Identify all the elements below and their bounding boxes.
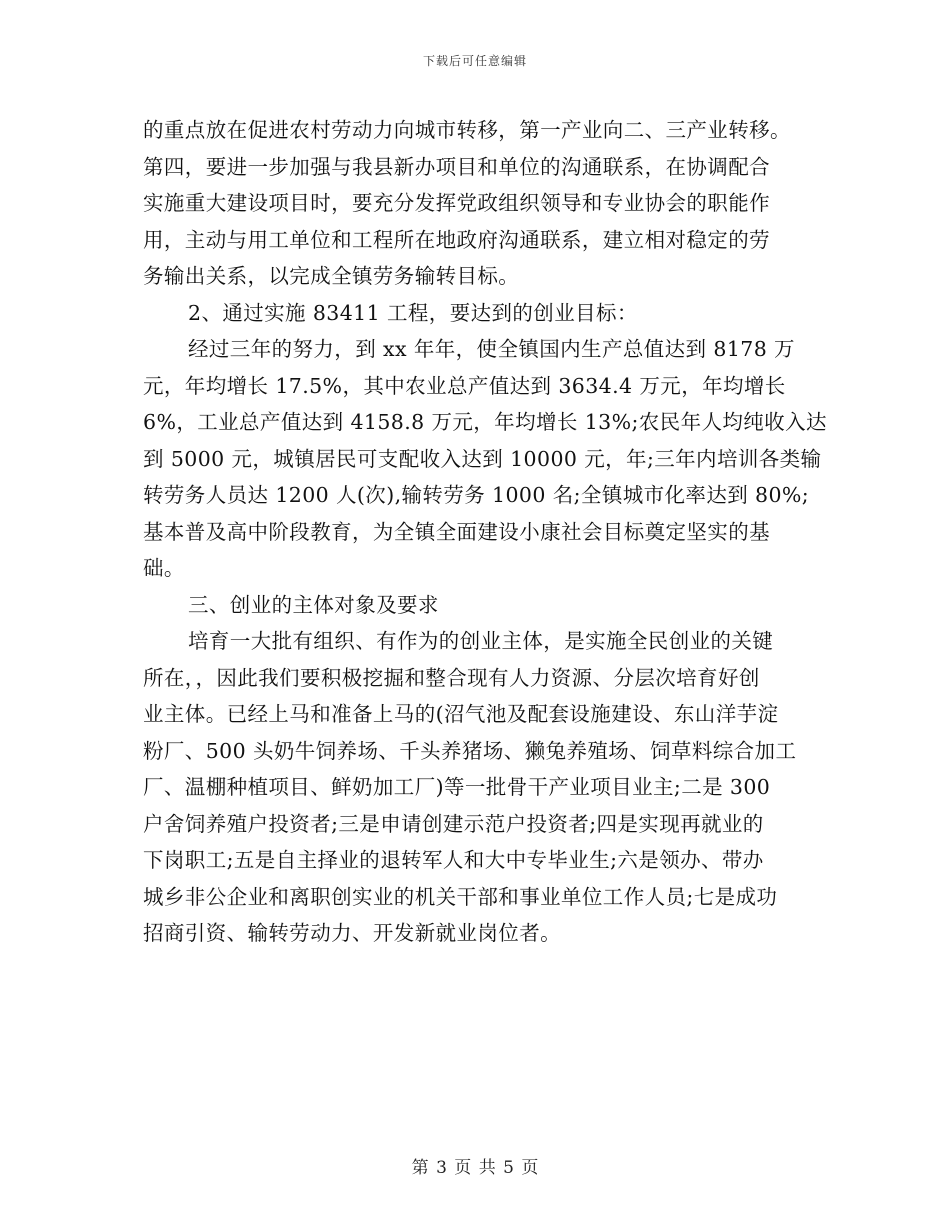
page-number-footer: 第 3 页 共 5 页 [411,1158,539,1178]
paragraph-line: 转劳务人员达 1200 人(次),输转劳务 1000 名;全镇城市化率达到 80%; [143,483,810,507]
paragraph-line: 基本普及高中阶段教育，为全镇全面建设小康社会目标奠定坚实的基 [143,519,770,544]
paragraph-line: 招商引资、输转劳动力、开发新就业岗位者。 [143,921,561,945]
paragraph-line: 第四，要进一步加强与我县新办项目和单位的沟通联系，在协调配合 [143,154,770,179]
paragraph-line: 的重点放在促进农村劳动力向城市转移，第一产业向二、三产业转移。 [143,118,791,142]
paragraph-line: 经过三年的努力，到 xx 年年，使全镇国内生产总值达到 8178 万 [188,337,795,361]
paragraph-line: 6%，工业总产值达到 4158.8 万元，年均增长 13%;农民年人均纯收入达 [143,410,827,434]
paragraph-line: 到 5000 元，城镇居民可支配收入达到 10000 元，年;三年内培训各类输 [143,446,822,471]
paragraph-line: 下岗职工;五是自主择业的退转军人和大中专毕业生;六是领办、带办 [143,848,764,872]
paragraph-line: 城乡非公企业和离职创实业的机关干部和事业单位工作人员;七是成功 [143,884,778,909]
paragraph-line: 业主体。已经上马和准备上马的(沼气池及配套设施建设、东山洋芋淀 [143,702,779,726]
paragraph-line: 用，主动与用工单位和工程所在地政府沟通联系，建立相对稳定的劳 [143,227,770,252]
paragraph-line: 元，年均增长 17.5%，其中农业总产值达到 3634.4 万元，年均增长 [143,373,786,398]
paragraph-line: 所在，，因此我们要积极挖掘和整合现有人力资源、分层次培育好创 [143,665,760,690]
page-header: 下载后可任意编辑 [422,54,527,68]
document-body [143,112,827,952]
paragraph-line: 务输出关系，以完成全镇劳务输转目标。 [143,264,520,288]
paragraph-line: 培育一大批有组织、有作为的创业主体，是实施全民创业的关键 [188,629,774,653]
paragraph-line: 实施重大建设项目时，要充分发挥党政组织领导和专业协会的职能作 [143,191,770,215]
section-subheading: 2、通过实施 83411 工程，要达到的创业目标： [188,300,638,325]
section-heading: 三、创业的主体对象及要求 [188,592,439,617]
paragraph-line: 厂、温棚种植项目、鲜奶加工厂)等一批骨干产业项目业主;二是 300 [143,775,771,799]
paragraph-line: 户舍饲养殖户投资者;三是申请创建示范户投资者;四是实现再就业的 [143,811,764,836]
paragraph-line: 础。 [143,556,185,580]
paragraph-line: 粉厂、500 头奶牛饲养场、千头养猪场、獭兔养殖场、饲草料综合加工 [143,738,797,763]
